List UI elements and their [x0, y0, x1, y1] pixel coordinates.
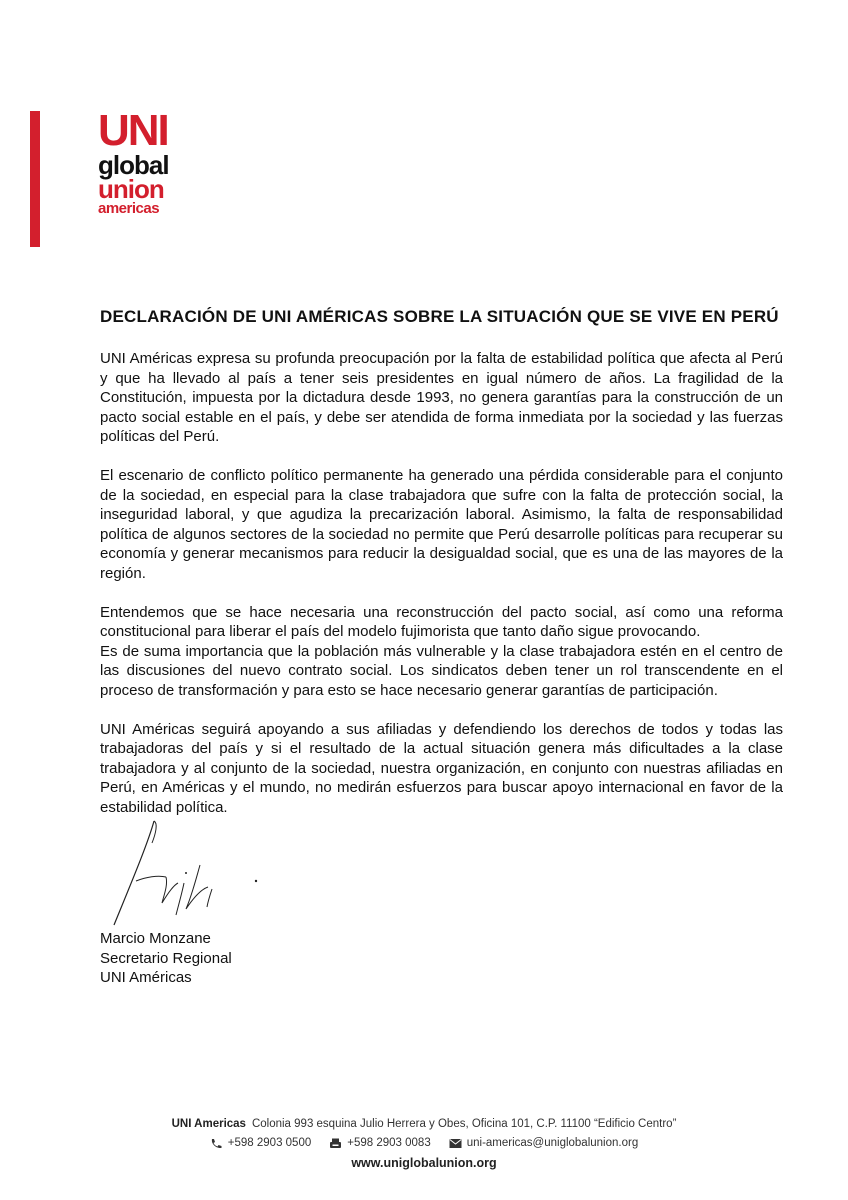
footer-phone-number: +598 2903 0500: [227, 1137, 312, 1149]
handwritten-signature: [96, 803, 268, 943]
signatory-name: Marcio Monzane: [100, 930, 211, 947]
logo-wordmark: [98, 106, 169, 217]
logo-red-bar: [30, 111, 40, 247]
document-body: [100, 306, 783, 836]
footer-fax: [329, 1137, 430, 1149]
paragraph-1: UNI Américas expresa su profunda preocupación por la falta de estabilidad política que afecta al Perú y que ha llevado al país a tener seis presidentes en igual número de años. La fragilidad de la Constitución, impuesta por la dictadura desde 1993, no genera garantías para la construcción de un pacto social estable en el país, y debe ser atendida de forma inmediata por la sociedad y las fuerzas políticas del Perú.: [100, 350, 783, 446]
paragraph-3-line-2: Es de suma importancia que la población más vulnerable y la clase trabajadora estén en el centro de las discusiones del nuevo contrato social. Los sindicatos deben tener un rol transcendente en el proceso de transformación y para esto se hace necesario generar garantías de participación.: [100, 642, 783, 699]
footer-fax-number: +598 2903 0083: [347, 1137, 431, 1149]
logo-union-text: union: [98, 174, 164, 204]
paragraph-3: [100, 603, 783, 701]
footer-email[interactable]: [449, 1137, 639, 1149]
phone-icon: [210, 1138, 223, 1149]
footer-address: Colonia 993 esquina Julio Herrera y Obes, Oficina 101, C.P. 11100 “Edificio Centro”: [251, 1118, 677, 1130]
signatory-block: [100, 929, 232, 988]
letterhead-footer: [0, 1118, 848, 1170]
footer-address-row: [0, 1118, 848, 1130]
footer-phone: [210, 1137, 311, 1149]
logo-americas-text: americas: [98, 200, 160, 217]
document-title: DECLARACIÓN DE UNI AMÉRICAS SOBRE LA SITUACIÓN QUE SE VIVE EN PERÚ: [100, 307, 779, 326]
footer-contact-row: [0, 1137, 848, 1149]
envelope-icon: [449, 1138, 462, 1149]
paragraph-2: El escenario de conflicto político permanente ha generado una pérdida considerable para el conjunto de la sociedad, en especial para la clase trabajadora que sufre con la falta de protección social, la inseguridad laboral, y que agudiza la precarización laboral. Asimismo, la falta de responsabilidad política de algunos sectores de la sociedad no permite que Perú desarrolle políticas para recuperar su economía y generar mecanismos para reducir la desigualdad social, que es una de las mayores de la región.: [100, 466, 783, 582]
fax-icon: [329, 1138, 342, 1149]
signatory-role: Secretario Regional: [100, 949, 232, 967]
uni-logo: [30, 106, 170, 247]
paragraph-3-line-1: Entendemos que se hace necesaria una reconstrucción del pacto social, así como una reforma constitucional para liberar el país del modelo fujimorista que tanto daño sigue provocando.: [100, 603, 783, 641]
footer-email-address[interactable]: uni-americas@uniglobalunion.org: [466, 1137, 639, 1149]
footer-brand: UNI Americas: [171, 1118, 246, 1130]
logo-global-text: global: [98, 150, 169, 180]
footer-website[interactable]: www.uniglobalunion.org: [351, 1156, 497, 1170]
signatory-org: UNI Américas: [100, 969, 192, 986]
logo-uni-text: UNI: [98, 106, 168, 155]
paragraph-4: UNI Américas seguirá apoyando a sus afiliadas y defendiendo los derechos de todos y todas las trabajadoras del país y si el resultado de la actual situación genera más dificultades a la clase trabajadora y al conjunto de la sociedad, nuestra organización, en conjunto con nuestras afiliadas en Perú, en Américas y el mundo, no medirán esfuerzos para buscar apoyo internacional en favor de la estabilidad política.: [100, 720, 783, 816]
